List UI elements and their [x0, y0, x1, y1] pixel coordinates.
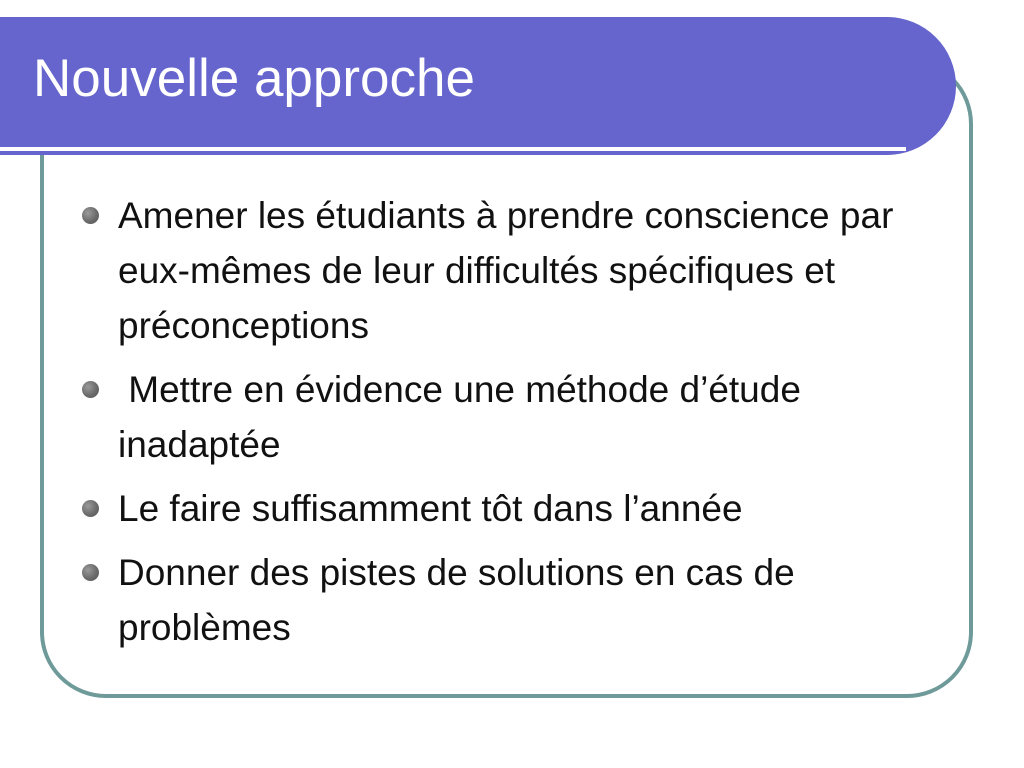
- bullet-item: [78, 188, 938, 353]
- bullet-item: [78, 545, 938, 655]
- bullet-text: Donner des pistes de solutions en cas de problèmes: [118, 552, 805, 648]
- title-underline: [0, 147, 906, 151]
- bullet-dot-icon: [82, 381, 99, 398]
- bullet-dot-icon: [82, 207, 99, 224]
- bullet-item: [78, 481, 938, 536]
- bullet-text: Mettre en évidence une méthode d’étude inadaptée: [118, 369, 812, 465]
- bullet-item: [78, 362, 938, 472]
- slide-title: Nouvelle approche: [33, 49, 475, 108]
- bullet-list: [78, 188, 938, 664]
- bullet-dot-icon: [82, 564, 99, 581]
- bullet-dot-icon: [82, 500, 99, 517]
- bullet-text: Le faire suffisamment tôt dans l’année: [118, 488, 743, 529]
- bullet-text: Amener les étudiants à prendre conscience par eux-mêmes de leur difficultés spécifiques et préconceptions: [118, 195, 904, 346]
